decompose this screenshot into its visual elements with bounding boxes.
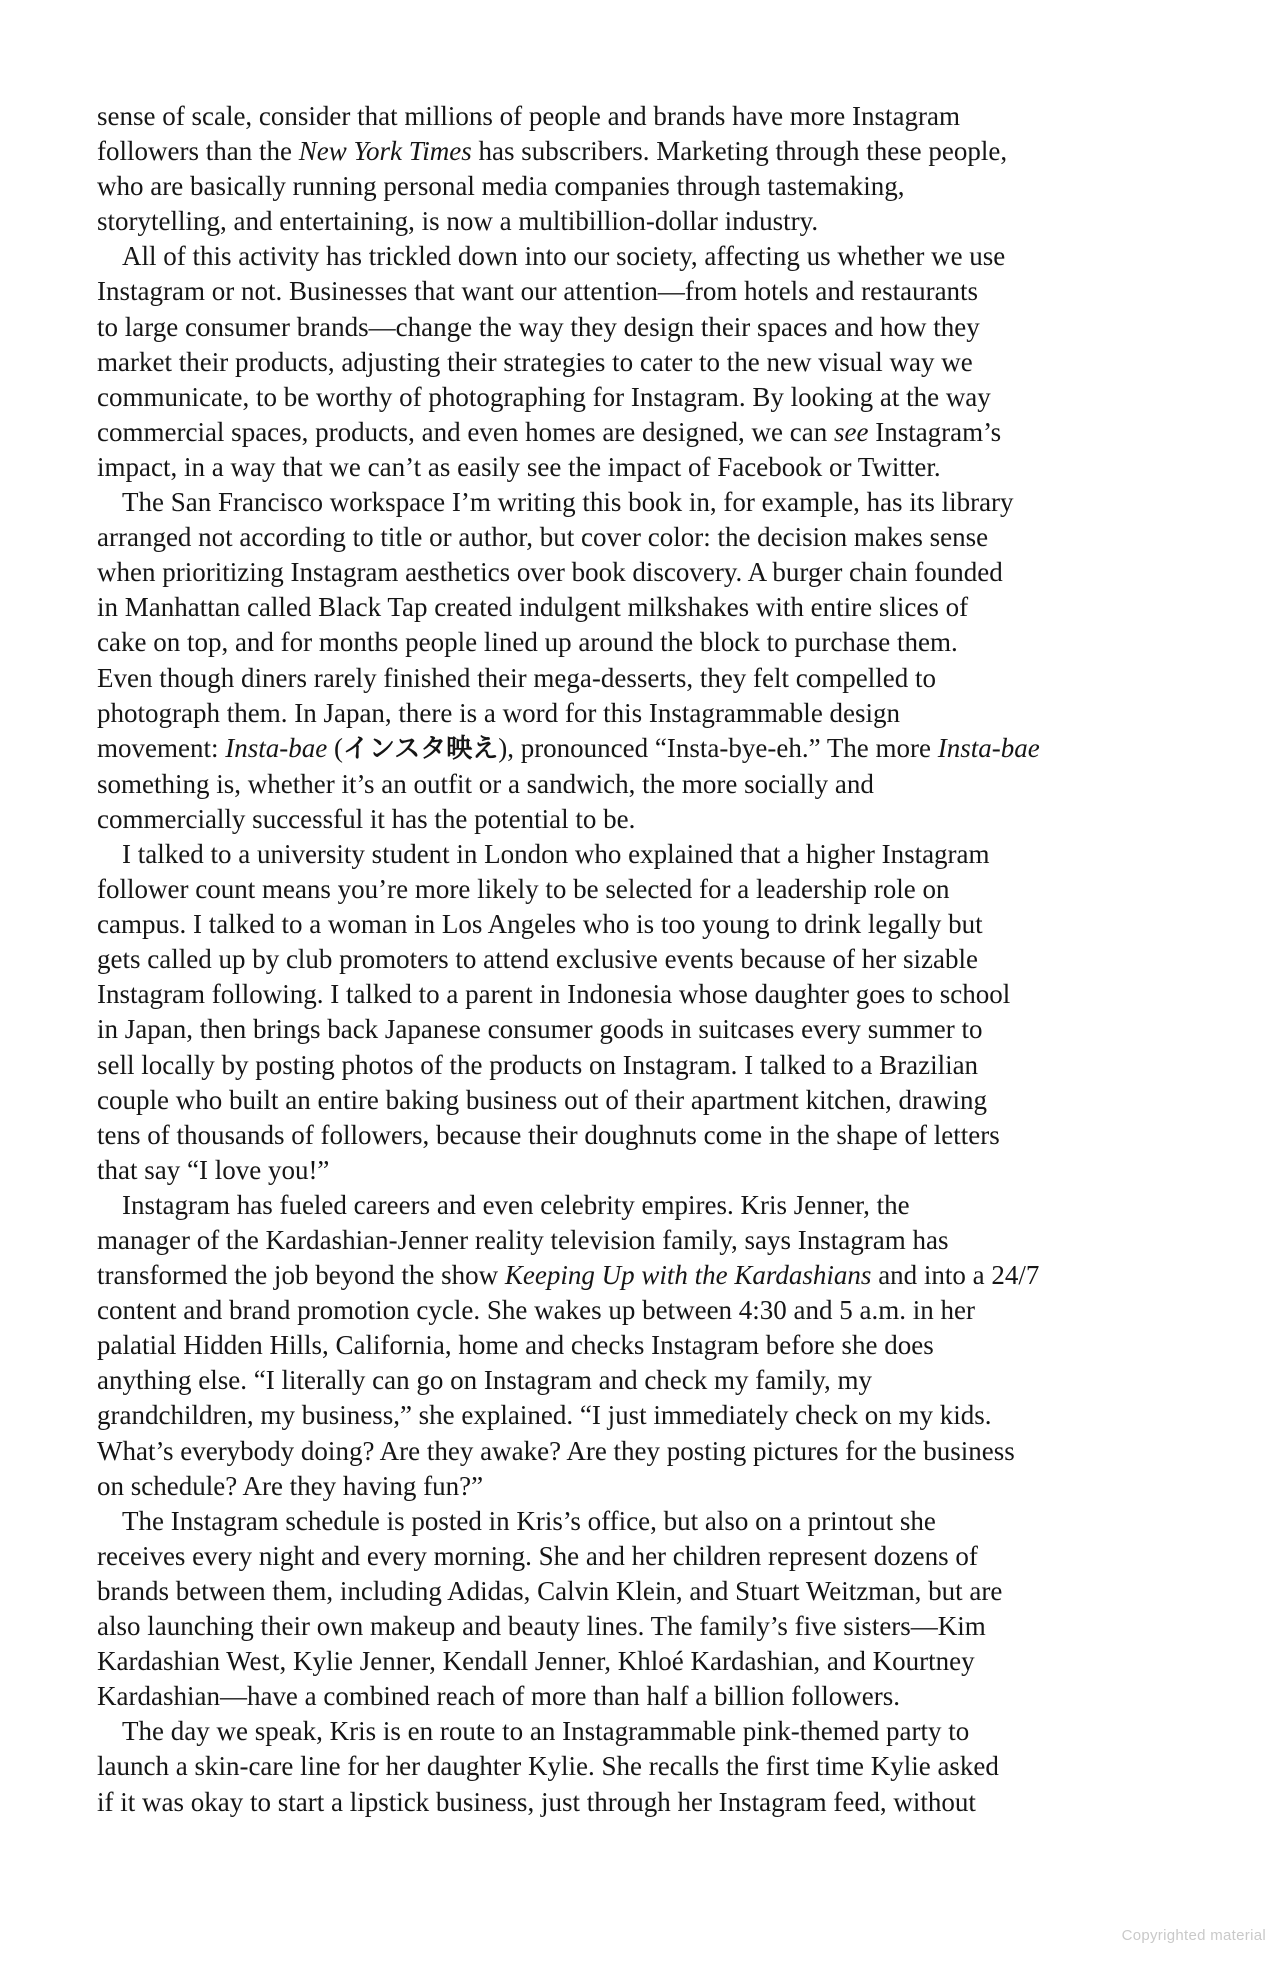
text-segment: who are basically running personal media companies through tastemaking, bbox=[97, 171, 905, 202]
text-segment: All of this activity has trickled down into our society, affecting us whether we use bbox=[122, 241, 1006, 272]
text-line bbox=[97, 274, 1172, 309]
text-segment: I talked to a university student in London who explained that a higher Instagram bbox=[122, 838, 990, 869]
text-line bbox=[97, 1574, 1172, 1609]
text-line bbox=[97, 1469, 1172, 1504]
text-segment: in Japan, then brings back Japanese consumer goods in suitcases every summer to bbox=[97, 1014, 983, 1045]
text-line bbox=[97, 1048, 1172, 1083]
text-segment: in Manhattan called Black Tap created indulgent milkshakes with entire slices of bbox=[97, 592, 969, 623]
text-line bbox=[97, 731, 1172, 767]
text-segment: receives every night and every morning. She and her children represent dozens of bbox=[97, 1540, 978, 1571]
text-segment: Instagram’s bbox=[868, 416, 1002, 447]
italic-text-segment: Insta-bae bbox=[225, 732, 328, 763]
text-line bbox=[97, 1398, 1172, 1433]
text-line bbox=[97, 1118, 1172, 1153]
text-line bbox=[97, 1785, 1172, 1820]
paragraph bbox=[97, 1188, 1172, 1504]
text-line bbox=[97, 415, 1172, 450]
text-segment: manager of the Kardashian-Jenner reality television family, says Instagram has bbox=[97, 1225, 949, 1255]
text-segment: Instagram has fueled careers and even celebrity empires. Kris Jenner, the bbox=[122, 1189, 910, 1220]
text-line bbox=[97, 1714, 1172, 1749]
text-segment: that say “I love you!” bbox=[97, 1154, 330, 1185]
text-segment: and into a 24/7 bbox=[871, 1260, 1040, 1291]
text-segment: grandchildren, my business,” she explained. “I just immediately check on my kids. bbox=[97, 1400, 992, 1431]
text-segment: something is, whether it’s an outfit or a sandwich, the more socially and bbox=[97, 768, 874, 799]
text-line bbox=[97, 345, 1172, 380]
text-line bbox=[97, 99, 1172, 134]
text-segment: Kardashian West, Kylie Jenner, Kendall Jenner, Khloé Kardashian, and Kourtney bbox=[97, 1646, 975, 1677]
text-line bbox=[97, 380, 1172, 415]
text-line bbox=[97, 1609, 1172, 1644]
text-line bbox=[97, 1083, 1172, 1118]
italic-text-segment: Keeping Up with the Kardashians bbox=[504, 1260, 872, 1291]
text-segment: tens of thousands of followers, because their doughnuts come in the shape of letters bbox=[97, 1119, 1000, 1150]
text-segment: cake on top, and for months people lined up around the block to purchase them. bbox=[97, 627, 958, 658]
text-line bbox=[97, 1258, 1172, 1293]
text-segment: What’s everybody doing? Are they awake? Are they posting pictures for the business bbox=[97, 1435, 1015, 1466]
text-segment: on schedule? Are they having fun?” bbox=[97, 1470, 484, 1501]
text-line bbox=[97, 872, 1172, 907]
text-segment: content and brand promotion cycle. She wakes up between 4:30 and 5 a.m. in her bbox=[97, 1295, 976, 1326]
text-segment: if it was okay to start a lipstick business, just through her Instagram feed, without bbox=[97, 1786, 976, 1817]
text-line bbox=[97, 520, 1172, 555]
text-segment: brands between them, including Adidas, Calvin Klein, and Stuart Weitzman, but are bbox=[97, 1575, 1003, 1606]
text-segment: follower count means you’re more likely to be selected for a leadership role on bbox=[97, 874, 950, 905]
text-segment: sense of scale, consider that millions of people and brands have more Instagram bbox=[97, 101, 960, 131]
text-line bbox=[97, 310, 1172, 345]
text-segment: impact, in a way that we can’t as easily see the impact of Facebook or Twitter. bbox=[97, 451, 941, 482]
text-line bbox=[97, 204, 1172, 239]
text-segment: photograph them. In Japan, there is a word for this Instagrammable design bbox=[97, 697, 901, 728]
text-line bbox=[97, 1363, 1172, 1398]
italic-text-segment: Insta-bae bbox=[937, 732, 1040, 763]
text-line bbox=[97, 1153, 1172, 1188]
text-line bbox=[97, 802, 1172, 837]
text-segment: market their products, adjusting their strategies to cater to the new visual way we bbox=[97, 346, 973, 377]
copyright-watermark: Copyrighted material bbox=[1121, 1927, 1266, 1944]
text-line bbox=[97, 450, 1172, 485]
text-line bbox=[97, 1644, 1172, 1679]
text-line bbox=[97, 485, 1172, 520]
text-line bbox=[97, 1188, 1172, 1223]
text-segment: commercially successful it has the potential to be. bbox=[97, 803, 636, 834]
text-segment: palatial Hidden Hills, California, home and checks Instagram before she does bbox=[97, 1330, 934, 1361]
text-line bbox=[97, 1293, 1172, 1328]
text-segment: Instagram or not. Businesses that want our attention—from hotels and restaurants bbox=[97, 276, 979, 307]
text-segment: launch a skin-care line for her daughter Kylie. She recalls the first time Kylie asked bbox=[97, 1751, 999, 1782]
text-segment: storytelling, and entertaining, is now a multibillion-dollar industry. bbox=[97, 206, 819, 237]
text-line bbox=[97, 1328, 1172, 1363]
italic-text-segment: New York Times bbox=[298, 136, 472, 167]
text-segment: movement: bbox=[97, 732, 226, 763]
paragraph bbox=[97, 239, 1172, 485]
text-line bbox=[97, 1679, 1172, 1714]
text-segment: transformed the job beyond the show bbox=[97, 1260, 505, 1291]
text-segment: gets called up by club promoters to attend exclusive events because of her sizable bbox=[97, 944, 978, 975]
paragraph bbox=[97, 485, 1172, 837]
text-segment: has subscribers. Marketing through these people, bbox=[471, 136, 1008, 167]
text-line bbox=[97, 134, 1172, 169]
text-segment: Even though diners rarely finished their mega-desserts, they felt compelled to bbox=[97, 662, 936, 693]
text-segment: to large consumer brands—change the way they design their spaces and how they bbox=[97, 311, 980, 342]
text-line bbox=[97, 1504, 1172, 1539]
text-line bbox=[97, 1539, 1172, 1574]
text-line bbox=[97, 1012, 1172, 1047]
text-segment: communicate, to be worthy of photographing for Instagram. By looking at the way bbox=[97, 381, 991, 412]
text-segment: ( bbox=[327, 732, 343, 763]
text-segment: followers than the bbox=[97, 136, 299, 167]
page-text-block bbox=[97, 99, 1172, 1820]
text-line bbox=[97, 767, 1172, 802]
text-segment: campus. I talked to a woman in Los Angeles who is too young to drink legally but bbox=[97, 909, 983, 940]
text-line bbox=[97, 1749, 1172, 1784]
text-segment: anything else. “I literally can go on Instagram and check my family, my bbox=[97, 1365, 872, 1396]
paragraph bbox=[97, 99, 1172, 239]
italic-text-segment: see bbox=[833, 416, 869, 447]
text-line bbox=[97, 1223, 1172, 1258]
text-line bbox=[97, 1434, 1172, 1469]
text-segment: commercial spaces, products, and even homes are designed, we can bbox=[97, 416, 834, 447]
text-line bbox=[97, 661, 1172, 696]
text-segment: ), pronounced “Insta-bye-eh.” The more bbox=[498, 732, 938, 763]
text-segment: sell locally by posting photos of the products on Instagram. I talked to a Brazilian bbox=[97, 1049, 979, 1080]
paragraph bbox=[97, 1714, 1172, 1819]
text-segment: also launching their own makeup and beauty lines. The family’s five sisters—Kim bbox=[97, 1611, 986, 1642]
text-line bbox=[97, 555, 1172, 590]
text-line bbox=[97, 837, 1172, 872]
text-line bbox=[97, 977, 1172, 1012]
text-line bbox=[97, 169, 1172, 204]
japanese-text-segment: インスタ映え bbox=[342, 733, 499, 764]
text-segment: The San Francisco workspace I’m writing this book in, for example, has its library bbox=[122, 487, 1014, 518]
text-line bbox=[97, 696, 1172, 731]
text-line bbox=[97, 239, 1172, 274]
text-line bbox=[97, 907, 1172, 942]
text-line bbox=[97, 625, 1172, 660]
text-line bbox=[97, 942, 1172, 977]
paragraph bbox=[97, 837, 1172, 1188]
text-segment: The Instagram schedule is posted in Kris’s office, but also on a printout she bbox=[122, 1505, 936, 1536]
text-segment: The day we speak, Kris is en route to an Instagrammable pink-themed party to bbox=[122, 1716, 970, 1747]
text-segment: Instagram following. I talked to a parent in Indonesia whose daughter goes to school bbox=[97, 979, 1011, 1010]
text-line bbox=[97, 590, 1172, 625]
text-segment: Kardashian—have a combined reach of more than half a billion followers. bbox=[97, 1681, 900, 1712]
text-segment: arranged not according to title or author, but cover color: the decision makes sense bbox=[97, 522, 989, 553]
paragraph bbox=[97, 1504, 1172, 1715]
text-segment: when prioritizing Instagram aesthetics over book discovery. A burger chain founded bbox=[97, 557, 1003, 588]
text-segment: couple who built an entire baking business out of their apartment kitchen, drawing bbox=[97, 1084, 988, 1115]
